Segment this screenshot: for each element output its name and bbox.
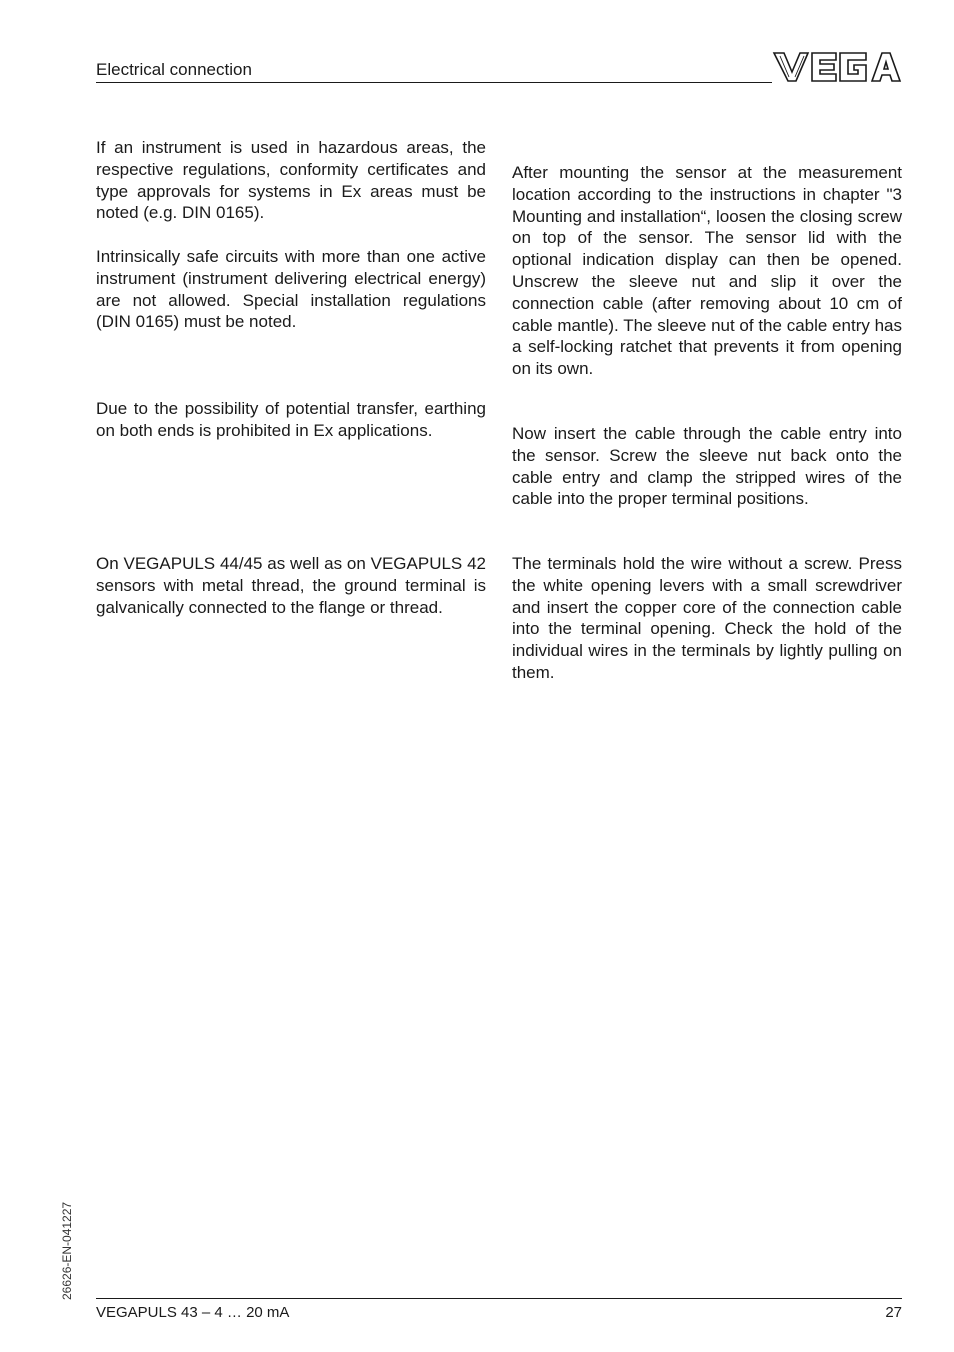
ground-terminal-paragraph: On VEGAPULS 44/45 as well as on VEGAPULS 42 sensors with metal thread, the ground terminal is galvanically connected to the flange or thread. [96,554,486,617]
earthing-paragraph: Due to the possibility of potential transfer, earthing on both ends is prohibited in Ex applications. [96,399,486,440]
vega-logo [772,50,902,84]
mounting-procedure-paragraph: After mounting the sensor at the measurement location according to the instructions in chapter "3 Mounting and installation“, loosen the closing screw on top of the sensor. The sensor lid with the optional indication display can then be opened. Unscrew the sleeve nut and slip it over the connection cable (after removing about 10 cm of cable mantle). The sleeve nut of the cable entry has a self-locking ratchet that prevents it from opening on its own. [512,163,902,379]
footer-product-name: VEGAPULS 43 – 4 … 20 mA [96,1304,290,1321]
intrinsically-safe-paragraph: Intrinsically safe circuits with more than one active instrument (instrument delivering electrical energy) are not allowed. Special installation regulations (DIN 0165) must be noted. [96,247,486,332]
footer-divider [96,1298,902,1299]
cable-insertion-paragraph: Now insert the cable through the cable entry into the sensor. Screw the sleeve nut back onto the cable entry and clamp the stripped wires of the cable into the proper terminal positions. [512,424,902,509]
hazardous-areas-paragraph: If an instrument is used in hazardous areas, the respective regulations, conformity certificates and type approvals for systems in Ex areas must be noted (e.g. DIN 0165). [96,138,486,223]
terminals-paragraph: The terminals hold the wire without a screw. Press the white opening levers with a small screwdriver and insert the copper core of the connection cable into the terminal opening. Check the hold of the individual wires in the terminals by lightly pulling on them. [512,554,902,682]
page-header-title: Electrical connection [96,60,252,79]
page-number: 27 [885,1304,902,1321]
document-code: 26626-EN-041227 [60,1201,74,1300]
header-divider [96,82,772,83]
